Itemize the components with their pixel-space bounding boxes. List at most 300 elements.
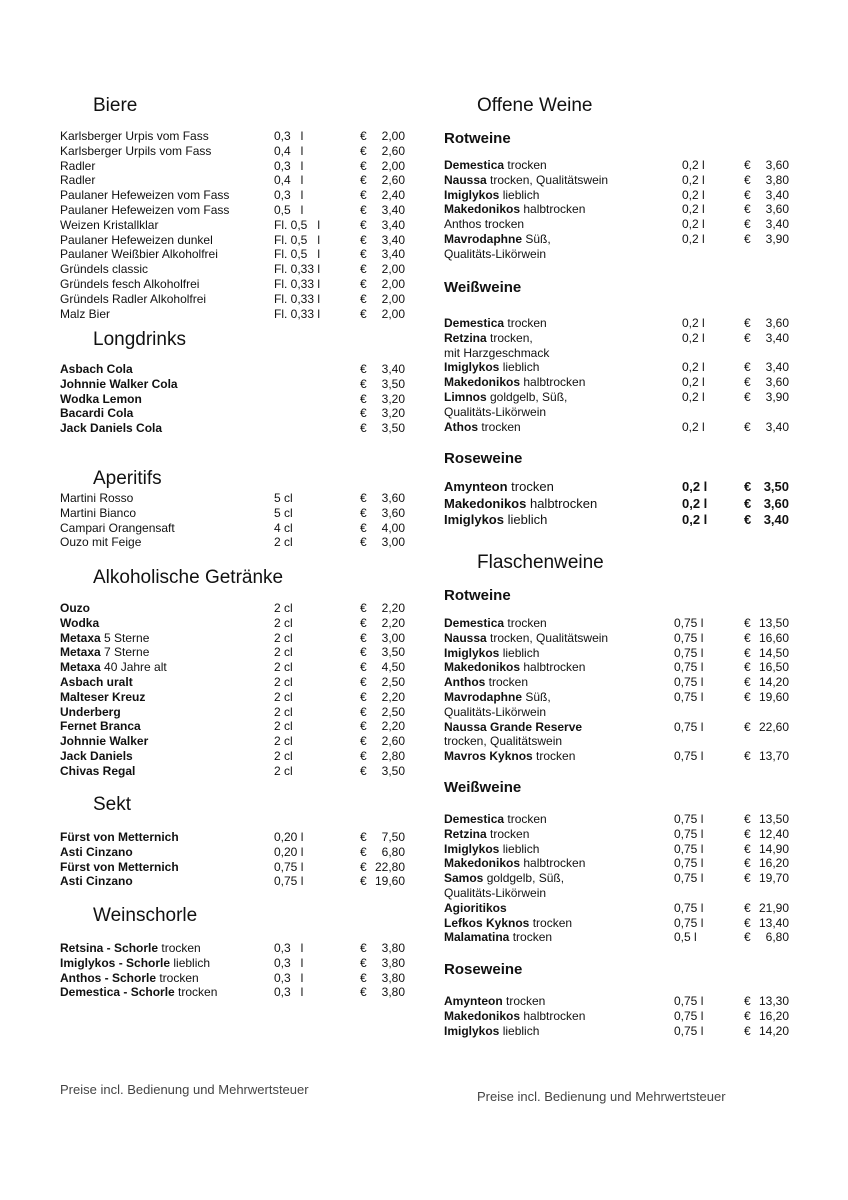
item-quantity: Fl. 0,5 l [274, 247, 321, 262]
item-quantity: 2 cl [274, 734, 293, 749]
item-price: 3,60 [765, 202, 789, 217]
euro-sign: € [360, 158, 367, 173]
item-price: 21,90 [758, 900, 789, 915]
item-name: Wodka Lemon [60, 391, 142, 406]
euro-sign: € [360, 615, 367, 630]
item-description: halbtrocken [526, 495, 598, 511]
euro-sign: € [744, 915, 751, 930]
menu-item-row [444, 188, 794, 203]
item-quantity: 0,75 l [674, 630, 704, 645]
euro-sign: € [744, 360, 751, 375]
item-price: 16,60 [758, 630, 789, 645]
item-quantity: 0,75 l [674, 841, 704, 856]
item-description: trocken [485, 675, 529, 690]
euro-sign: € [744, 187, 751, 202]
item-quantity: 0,2 l [682, 172, 705, 187]
menu-item-row [444, 158, 794, 173]
euro-sign: € [360, 675, 367, 689]
euro-sign: € [360, 704, 367, 719]
item-quantity: 0,75 l [274, 859, 304, 874]
euro-sign: € [744, 390, 751, 404]
item-price: 3,60 [765, 316, 789, 330]
item-quantity: 0,2 l [682, 217, 705, 232]
menu-item-row [444, 478, 794, 495]
item-description: goldgelb, Süß, [483, 871, 565, 886]
item-description: lieblich [499, 187, 540, 202]
euro-sign: € [744, 1008, 751, 1023]
menu-item-row [444, 495, 794, 512]
euro-sign: € [360, 421, 367, 436]
item-description: trocken, Qualitätswein [444, 734, 563, 749]
item-name: Metaxa [60, 645, 101, 660]
menu-item-row [60, 392, 410, 407]
item-quantity: 2 cl [274, 660, 293, 675]
item-price: 14,20 [758, 1023, 789, 1038]
menu-item-row [60, 830, 410, 845]
euro-sign: € [744, 826, 751, 841]
euro-sign: € [360, 970, 367, 985]
menu-item-row [60, 660, 410, 675]
item-name: Imiglykos [444, 1023, 500, 1038]
item-quantity: 0,75 l [674, 675, 704, 690]
item-name: Imiglykos [444, 360, 500, 375]
item-name: Naussa Grande Reserve [444, 719, 583, 734]
item-description: 7 Sterne [100, 645, 150, 660]
item-price: 2,60 [381, 173, 405, 188]
item-name: Ouzo mit Feige [60, 535, 142, 550]
item-name: Makedonikos [444, 495, 527, 511]
item-quantity: 2 cl [274, 601, 293, 615]
euro-sign: € [360, 660, 367, 675]
item-description: Alkoholfrei [140, 277, 200, 291]
item-quantity: 0,75 l [274, 874, 304, 889]
item-name: Paulaner Hefeweizen [60, 232, 175, 247]
item-description: trocken [502, 994, 546, 1008]
euro-sign: € [744, 900, 751, 915]
item-price: 2,50 [381, 704, 405, 719]
euro-sign: € [360, 844, 367, 859]
item-price: 3,60 [765, 375, 789, 390]
item-description: Anthos trocken [444, 217, 525, 232]
menu-item-row [60, 675, 410, 690]
euro-sign: € [744, 630, 751, 645]
menu-item-row [60, 218, 410, 233]
menu-item-row [444, 812, 794, 827]
euro-sign: € [360, 859, 367, 874]
euro-sign: € [360, 535, 367, 550]
main-heading: Flaschenweine [477, 552, 604, 573]
item-quantity: 2 cl [274, 763, 293, 778]
item-description: trocken [504, 158, 547, 172]
menu-item-row [60, 734, 410, 749]
euro-sign: € [744, 812, 751, 826]
item-quantity: 0,75 l [674, 616, 704, 630]
item-price: 3,00 [381, 630, 405, 645]
item-name: Paulaner Weißbier [60, 247, 160, 262]
euro-sign: € [360, 143, 367, 158]
item-description: vom Fass [153, 129, 209, 143]
item-name: Fürst von Metternich [60, 830, 179, 844]
item-quantity: Fl. 0,5 l [274, 232, 321, 247]
item-quantity: Fl. 0,33 l [274, 277, 321, 291]
item-description: trocken, Qualitätswein [486, 172, 609, 187]
item-quantity: 2 cl [274, 615, 293, 630]
item-description: vom Fass [156, 143, 212, 158]
item-name: Demestica [444, 616, 505, 630]
item-price: 13,70 [758, 749, 789, 764]
item-quantity: 0,75 l [674, 690, 704, 704]
menu-item-row [60, 985, 410, 1000]
euro-sign: € [360, 749, 367, 763]
item-description: trocken [504, 316, 547, 330]
menu-item-row [60, 764, 410, 779]
item-quantity: 0,3 l [274, 985, 304, 1000]
item-quantity: 0,2 l [682, 390, 705, 404]
main-heading: Offene Weine [477, 95, 593, 116]
item-name: Agioritikos [444, 900, 507, 915]
item-quantity: 0,75 l [674, 900, 704, 915]
euro-sign: € [360, 955, 367, 970]
item-name: Demestica - Schorle [60, 985, 175, 1000]
menu-item-row [60, 860, 410, 875]
menu-item-row [444, 173, 794, 188]
item-price: 3,50 [381, 376, 405, 391]
euro-sign: € [360, 874, 367, 889]
item-price: 2,00 [381, 129, 405, 143]
item-price: 2,60 [381, 143, 405, 158]
menu-item-row [444, 202, 794, 217]
euro-sign: € [744, 856, 751, 871]
item-price: 3,40 [381, 217, 405, 232]
item-price: 14,90 [758, 841, 789, 856]
euro-sign: € [360, 830, 367, 844]
menu-item-row [60, 421, 410, 436]
item-price: 3,40 [765, 217, 789, 232]
item-quantity: 0,2 l [682, 419, 705, 434]
euro-sign: € [360, 719, 367, 734]
item-description: Süß, [522, 232, 551, 246]
item-quantity: 0,75 l [674, 856, 704, 871]
item-price: 13,30 [758, 994, 789, 1008]
menu-item-row [60, 690, 410, 705]
item-description: lieblich [503, 512, 548, 527]
item-quantity: 0,2 l [682, 495, 708, 511]
item-description: lieblich [499, 360, 540, 375]
item-quantity: 0,75 l [674, 660, 704, 675]
item-description: trocken [509, 930, 553, 945]
subsection-heading: Roseweine [444, 450, 523, 467]
item-price: 3,40 [763, 512, 789, 527]
euro-sign: € [360, 217, 367, 232]
item-quantity: 0,75 l [674, 812, 704, 826]
euro-sign: € [360, 262, 367, 277]
item-price: 3,90 [765, 232, 789, 246]
euro-sign: € [360, 491, 367, 505]
item-name: Asbach Cola [60, 362, 133, 376]
euro-sign: € [744, 375, 751, 390]
item-description: trocken [486, 826, 530, 841]
item-description: halbtrocken [520, 375, 586, 390]
item-name: Asbach uralt [60, 675, 133, 689]
item-name: Karlsberger Urpis [60, 129, 154, 143]
menu-item-row [60, 144, 410, 159]
item-name: Gründels fesch [60, 277, 141, 291]
item-quantity: 0,3 l [274, 941, 304, 955]
subsection-heading: Weißweine [444, 279, 522, 296]
item-name: Malteser Kreuz [60, 689, 146, 704]
menu-item-row [444, 360, 794, 375]
euro-sign: € [360, 376, 367, 391]
item-price: 3,00 [381, 535, 405, 550]
item-quantity: 0,2 l [682, 316, 705, 330]
item-price: 13,50 [758, 616, 789, 630]
item-name: Imiglykos [444, 841, 500, 856]
item-quantity: 0,2 l [682, 330, 705, 345]
menu-item-row [444, 217, 794, 232]
euro-sign: € [744, 675, 751, 690]
euro-sign: € [744, 645, 751, 660]
item-name: Imiglykos [444, 187, 500, 202]
section-heading: Aperitifs [93, 468, 162, 489]
menu-item-row [60, 631, 410, 646]
subsection-heading: Rotweine [444, 587, 511, 604]
item-price: 3,40 [765, 330, 789, 345]
euro-sign: € [360, 520, 367, 535]
item-name: Makedonikos [444, 856, 521, 871]
menu-item-row [60, 845, 410, 860]
item-quantity: 2 cl [274, 630, 293, 645]
euro-sign: € [744, 512, 752, 527]
item-quantity: 2 cl [274, 719, 293, 734]
item-name: Demestica [444, 316, 505, 330]
euro-sign: € [744, 479, 752, 494]
item-quantity: 0,2 l [682, 479, 708, 494]
item-name: Imiglykos [444, 512, 504, 527]
euro-sign: € [744, 994, 751, 1008]
item-price: 2,00 [381, 306, 405, 321]
item-name: Anthos [444, 675, 486, 690]
item-name: Retzina [444, 826, 487, 841]
menu-item-row [60, 129, 410, 144]
subsection-heading: Rotweine [444, 130, 511, 147]
euro-sign: € [744, 232, 751, 246]
item-price: 19,70 [758, 871, 789, 886]
item-description: Süß, [522, 690, 551, 704]
euro-sign: € [744, 1023, 751, 1038]
item-price: 22,80 [374, 859, 405, 874]
item-name: Jack Daniels Cola [60, 421, 163, 436]
item-quantity: 2 cl [274, 535, 293, 550]
euro-sign: € [744, 930, 751, 945]
item-name: Amynteon [444, 479, 508, 494]
item-description: Qualitäts-Likörwein [444, 246, 547, 261]
menu-item-row [444, 646, 794, 661]
menu-item-row [60, 292, 410, 307]
item-name: Bacardi Cola [60, 406, 134, 421]
euro-sign: € [360, 985, 367, 1000]
euro-sign: € [744, 202, 751, 217]
item-quantity: 2 cl [274, 704, 293, 719]
item-quantity: 0,75 l [674, 749, 704, 764]
menu-item-row [444, 660, 794, 675]
item-quantity: 0,2 l [682, 360, 705, 375]
item-name: Paulaner Hefeweizen [60, 188, 175, 203]
item-price: 2,40 [381, 188, 405, 203]
item-quantity: 0,2 l [682, 202, 705, 217]
item-description: trocken [532, 749, 576, 764]
item-name: Gründels classic [60, 262, 149, 277]
item-price: 3,80 [765, 172, 789, 187]
item-description: dunkel [174, 232, 213, 247]
menu-item-row [60, 601, 410, 616]
menu-item-row [60, 521, 410, 536]
menu-item-row [444, 316, 794, 331]
item-quantity: 0,3 l [274, 158, 304, 173]
euro-sign: € [360, 630, 367, 645]
menu-item-row [444, 749, 794, 764]
euro-sign: € [360, 291, 367, 306]
item-price: 16,20 [758, 1008, 789, 1023]
item-name: Martini Rosso [60, 491, 134, 505]
item-description: lieblich [170, 955, 211, 970]
item-price: 3,80 [381, 985, 405, 1000]
item-price: 16,50 [758, 660, 789, 675]
item-description: mit Harzgeschmack [444, 345, 550, 360]
item-name: Radler [60, 158, 96, 173]
item-price: 3,80 [381, 970, 405, 985]
euro-sign: € [744, 172, 751, 187]
item-name: Imiglykos - Schorle [60, 955, 171, 970]
item-name: Imiglykos [444, 645, 500, 660]
item-price: 13,50 [758, 812, 789, 826]
item-quantity: 0,75 l [674, 1008, 704, 1023]
item-name: Wodka [60, 615, 100, 630]
item-price: 14,50 [758, 645, 789, 660]
item-price: 3,20 [381, 391, 405, 406]
item-name: Jack Daniels [60, 749, 133, 763]
item-price: 3,90 [765, 390, 789, 404]
item-quantity: 0,2 l [682, 375, 705, 390]
item-quantity: 0,20 l [274, 844, 304, 859]
euro-sign: € [744, 316, 751, 330]
item-description: 5 Sterne [100, 630, 150, 645]
menu-item-row [60, 262, 410, 277]
item-price: 13,40 [758, 915, 789, 930]
item-description: trocken [507, 479, 554, 494]
euro-sign: € [744, 719, 751, 734]
item-name: Malz Bier [60, 306, 111, 321]
item-price: 3,40 [765, 187, 789, 202]
item-description: lieblich [499, 645, 540, 660]
item-quantity: 0,75 l [674, 645, 704, 660]
item-quantity: Fl. 0,33 l [274, 262, 321, 277]
menu-item-row [444, 375, 794, 390]
section-heading: Sekt [93, 794, 132, 815]
item-price: 3,50 [381, 645, 405, 660]
menu-item-row [60, 377, 410, 392]
item-name: Amynteon [444, 994, 503, 1008]
menu-item-row [444, 631, 794, 646]
item-price: 6,80 [765, 930, 789, 945]
item-price: 6,80 [381, 844, 405, 859]
menu-item-row [444, 390, 794, 405]
euro-sign: € [744, 871, 751, 886]
euro-sign: € [360, 203, 367, 217]
euro-sign: € [744, 749, 751, 764]
item-price: 3,50 [763, 479, 789, 494]
item-quantity: 0,75 l [674, 871, 704, 886]
menu-item-row [60, 491, 410, 506]
menu-item-row [444, 871, 794, 886]
item-name: Chivas Regal [60, 763, 136, 778]
item-price: 3,60 [381, 491, 405, 505]
section-heading: Alkoholische Getränke [93, 567, 284, 588]
menu-item-row [444, 886, 794, 901]
section-heading: Longdrinks [93, 329, 186, 350]
euro-sign: € [360, 232, 367, 247]
euro-sign: € [360, 645, 367, 660]
item-name: Makedonikos [444, 202, 521, 217]
item-price: 2,00 [381, 262, 405, 277]
menu-item-row [444, 705, 794, 720]
menu-item-row [60, 645, 410, 660]
item-description: trocken [478, 419, 521, 434]
item-name: Mavros Kyknos [444, 749, 533, 764]
item-description: trocken [174, 985, 218, 1000]
item-price: 3,40 [381, 232, 405, 247]
item-quantity: 5 cl [274, 505, 293, 520]
item-name: Fürst von Metternich [60, 859, 179, 874]
item-name: Johnnie Walker Cola [60, 376, 178, 391]
item-name: Limnos [444, 390, 487, 404]
menu-item-row [444, 405, 794, 420]
menu-item-row [444, 901, 794, 916]
item-price: 2,00 [381, 291, 405, 306]
item-price: 12,40 [758, 826, 789, 841]
item-description: Qualitäts-Likörwein [444, 404, 547, 419]
item-name: Naussa [444, 172, 487, 187]
item-description: vom Fass [174, 188, 230, 203]
euro-sign: € [360, 391, 367, 406]
menu-item-row [444, 420, 794, 435]
subsection-heading: Roseweine [444, 961, 523, 978]
menu-item-row [60, 203, 410, 218]
euro-sign: € [744, 616, 751, 630]
item-price: 2,20 [381, 689, 405, 704]
item-name: Radler [60, 173, 96, 188]
item-name: Asti Cinzano [60, 874, 133, 889]
item-quantity: 0,3 l [274, 129, 304, 143]
item-price: 3,40 [381, 362, 405, 376]
item-description: halbtrocken [520, 856, 586, 871]
menu-item-row [60, 307, 410, 322]
item-name: Ouzo [60, 601, 90, 615]
euro-sign: € [744, 158, 751, 172]
item-name: Samos [444, 871, 484, 886]
menu-item-row [60, 406, 410, 421]
item-name: Lefkos Kyknos [444, 915, 530, 930]
item-description: trocken [504, 812, 547, 826]
item-name: Asti Cinzano [60, 844, 133, 859]
item-quantity: 0,75 l [674, 1023, 704, 1038]
item-name: Martini Bianco [60, 505, 137, 520]
menu-item-row [444, 232, 794, 247]
item-description: trocken [158, 941, 201, 955]
item-name: Makedonikos [444, 375, 521, 390]
item-quantity: Fl. 0,33 l [274, 291, 321, 306]
euro-sign: € [360, 689, 367, 704]
item-quantity: 2 cl [274, 689, 293, 704]
